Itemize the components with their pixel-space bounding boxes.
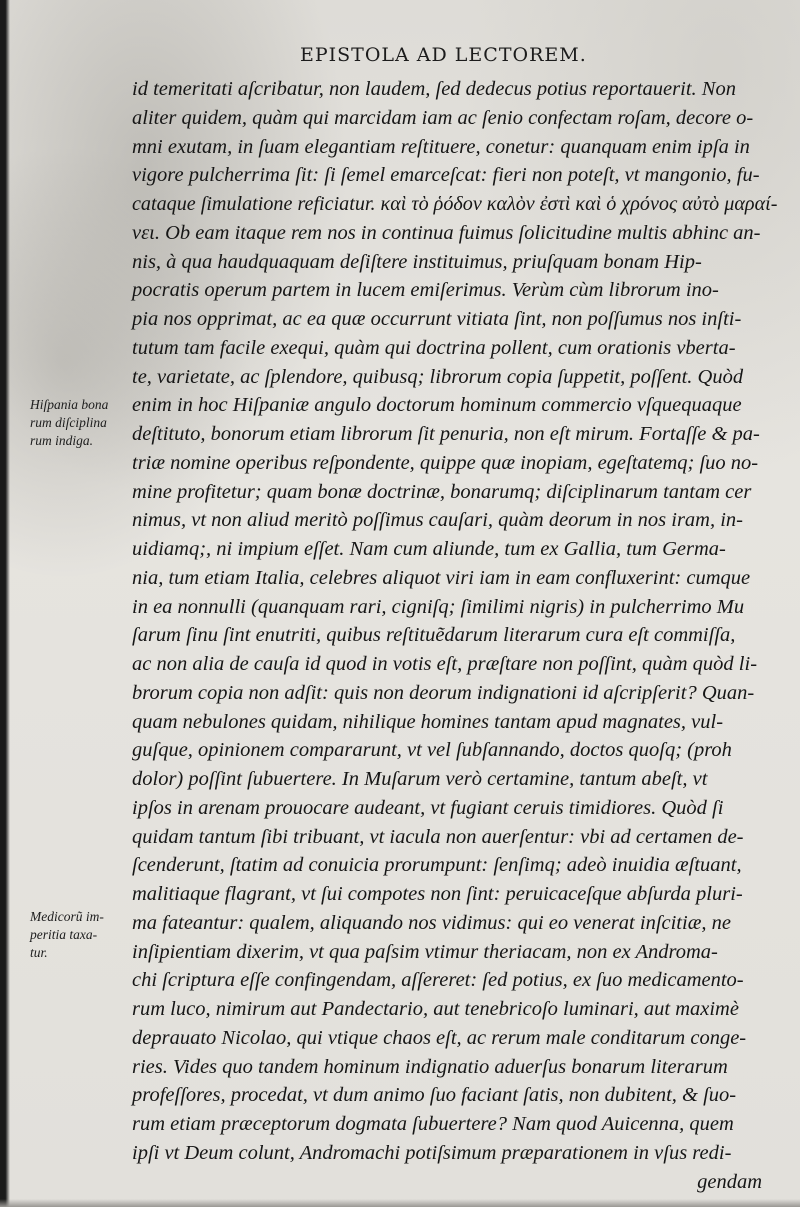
- text-line: chi ſcriptura eſſe confingendam, aſſereret: ſed potius, ex ſuo medicamento-: [132, 969, 744, 992]
- text-line: profeſſores, procedat, vt dum animo ſuo faciant ſatis, non dubitent, & ſuo-: [132, 1084, 737, 1107]
- text-line: enim in hoc Hiſpaniæ angulo doctorum hominum commercio vſquequaque: [132, 394, 742, 417]
- margin-note-line: rum indiga.: [30, 433, 94, 448]
- text-line: ipſi vt Deum colunt, Andromachi potiſsimum præparationem in vſus redi-: [132, 1141, 732, 1164]
- text-line: nimus, vt non aliud meritò poſſimus cauſari, quàm deorum in nos iram, in-: [132, 509, 744, 532]
- margin-note-line: Medicorũ im-: [30, 909, 104, 924]
- text-line: in ea nonnulli (quanquam rari, cigniſq; ſimilimi nigris) in pulcherrimo Mu: [132, 595, 745, 618]
- margin-note-hispania: [30, 396, 108, 450]
- text-line: dolor) poſſint ſubuertere. In Muſarum verò certamine, tantum abeſt, vt: [132, 768, 708, 790]
- text-line: triæ nomine operibus reſpondente, quippe quæ inopiam, egeſtatemq; ſuo no-: [132, 451, 759, 474]
- text-line: malitiaque flagrant, vt ſui compotes non ſint: peruicaceſque abſurda pluri-: [132, 883, 743, 905]
- text-line: mine profitetur; quam bonæ doctrinæ, bonarumq; diſciplinarum tantam cer: [132, 480, 752, 503]
- text-line: cataque ſimulatione reficiatur. καὶ τὸ ῥόδον καλὸν ἐστὶ καὶ ὁ χρόνος αὐτὸ μαραί-: [132, 193, 778, 215]
- text-line: nia, tum etiam Italia, celebres aliquot viri iam in eam confluxerint: cumque: [132, 566, 751, 589]
- text-line: deſtituto, bonorum etiam librorum ſit penuria, non eſt mirum. Fortaſſe & pa-: [132, 423, 760, 445]
- text-line: tutum tam facile exequi, quàm qui doctrina pollent, cum orationis vberta-: [132, 336, 736, 359]
- margin-note-line: tur.: [30, 945, 48, 960]
- page-edge-shadow: [0, 1199, 800, 1207]
- text-line: id temeritati aſcribatur, non laudem, ſed dedecus potius reportauerit. Non: [132, 78, 736, 100]
- text-line: deprauato Nicolao, qui vtique chaos eſt, ac rerum male conditarum conge-: [132, 1026, 747, 1049]
- text-line: ipſos in arenam prouocare audeant, vt fugiant ceruis timidiores. Quòd ſi: [132, 796, 724, 819]
- text-line: ſcenderunt, ſtatim ad conuicia prorumpunt: ſenſimq; adeò inuidia æſtuant,: [132, 854, 742, 877]
- text-line: uidiamq;, ni impium eſſet. Nam cum aliunde, tum ex Gallia, tum Germa-: [132, 538, 726, 560]
- text-line: νει. Ob eam itaque rem nos in continua fuimus ſolicitudine multis abhinc an-: [132, 221, 761, 244]
- running-head: EPISTOLA AD LECTOREM.: [300, 44, 587, 66]
- text-line: quidam tantum ſibi tribuant, vt iacula non auerſentur: vbi ad certamen de-: [132, 825, 744, 848]
- margin-note-medicorum: [30, 908, 104, 962]
- text-line: guſque, opinionem compararunt, vt vel ſubſannando, doctos quoſq; (proh: [132, 739, 732, 762]
- text-line: vigore pulcherrima ſit: ſi ſemel emarceſcat: fieri non poteſt, vt mangonio, fu-: [132, 164, 760, 187]
- catchword: gendam: [697, 1170, 762, 1193]
- text-line: ac non alia de cauſa id quod in votis eſt, præſtare non poſſint, quàm quòd li-: [132, 653, 758, 675]
- margin-note-line: rum diſciplina: [30, 415, 107, 430]
- text-line: rum luco, nimirum aut Pandectario, aut tenebricoſo luminari, aut maximè: [132, 998, 739, 1020]
- margin-note-line: Hiſpania bona: [30, 397, 109, 412]
- text-line: pia nos opprimat, ac ea quæ occurrunt vitiata ſint, non poſſumus nos inſti-: [132, 308, 742, 330]
- text-line: ſarum ſinu ſint enutriti, quibus reſtituẽdarum literarum cura eſt commiſſa,: [132, 624, 736, 647]
- text-line: rum etiam præceptorum dogmata ſubuertere? Nam quod Auicenna, quem: [132, 1113, 734, 1135]
- text-line: te, varietate, ac ſplendore, quibusq; librorum copia ſuppetit, poſſent. Quòd: [132, 365, 744, 388]
- text-line: inſipientiam dixerim, vt qua paſsim vtimur theriacam, non ex Androma-: [132, 940, 718, 963]
- text-line: ma fateantur: qualem, aliquando nos vidimus: qui eo venerat inſcitiæ, ne: [132, 911, 731, 934]
- text-line: ries. Vides quo tandem hominum indignatio aduerſus bonarum literarum: [132, 1055, 728, 1078]
- text-line: quam nebulones quidam, nihilique homines tantam apud magnates, vul-: [132, 710, 724, 733]
- main-text-block: [132, 75, 778, 1196]
- margin-note-line: peritia taxa-: [30, 927, 98, 942]
- text-line: nis, à qua haudquaquam deſiſtere instituimus, priuſquam bonam Hip-: [132, 250, 702, 273]
- text-line: mni exutam, in ſuam elegantiam reſtituere, conetur: quanquam enim ipſa in: [132, 135, 750, 158]
- text-line: aliter quidem, quàm qui marcidam iam ac ſenio confectam roſam, decore o-: [132, 106, 754, 129]
- binding-shadow: [0, 0, 10, 1207]
- text-line: pocratis operum partem in lucem emiſerimus. Verùm cùm librorum ino-: [132, 279, 719, 302]
- text-line: brorum copia non adſit: quis non deorum indignationi id aſcripſerit? Quan-: [132, 681, 755, 704]
